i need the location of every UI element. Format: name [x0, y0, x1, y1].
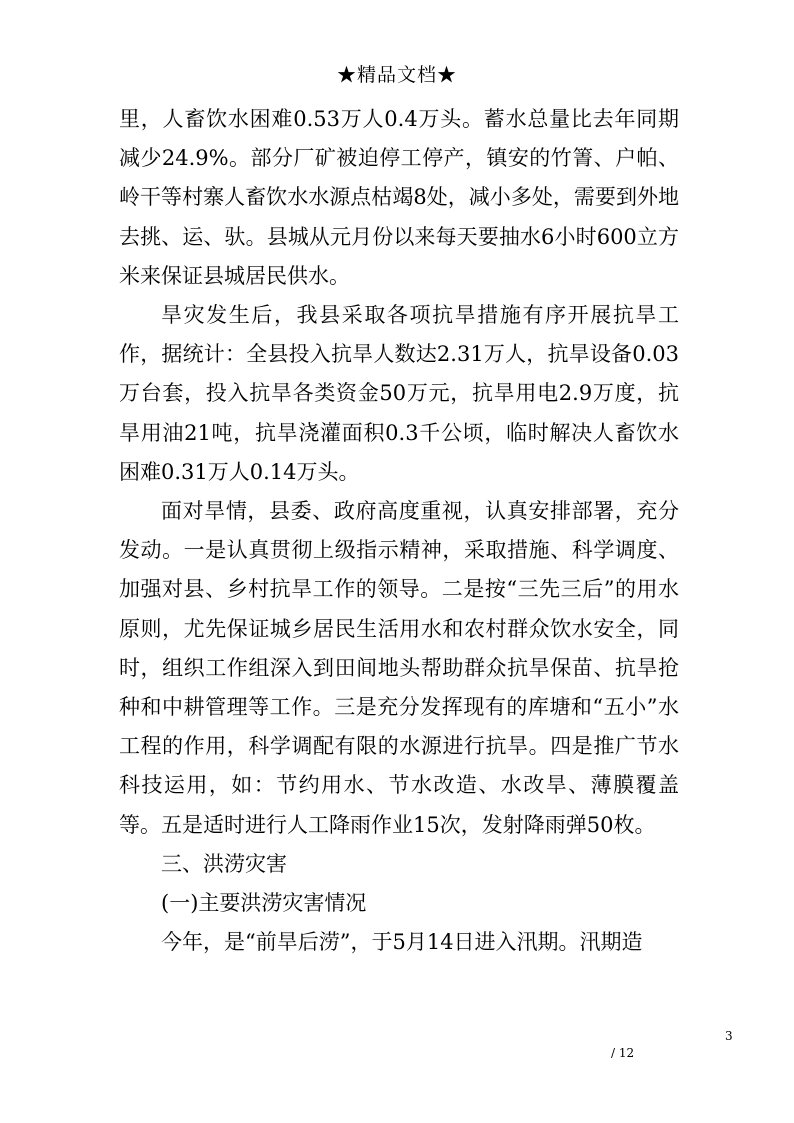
- document-header: ★精品文档★: [336, 64, 457, 86]
- paragraph-drought-measures: 旱灾发生后，我县采取各项抗旱措施有序开展抗旱工作，据统计：全县投入抗旱人数达2.31万人，抗旱设备0.03万台套，投入抗旱各类资金50万元，抗旱用电2.9万度，抗旱用油21吨，抗旱浇灌面积0.3千公顷，临时解决人畜饮水困难0.31万人0.14万头。: [119, 303, 679, 484]
- paragraph-flood-season: 今年，是“前旱后涝”，于5月14日进入汛期。汛期造: [161, 930, 643, 955]
- subsection-heading-flood-situation: (一)主要洪涝灾害情况: [161, 891, 367, 916]
- document-body: [119, 100, 679, 962]
- paragraph-government-response: 面对旱情，县委、政府高度重视，认真安排部署，充分发动。一是认真贯彻上级指示精神，采取措施、科学调度、加强对县、乡村抗旱工作的领导。二是按“三先三后”的用水原则，尤先保证城乡居民生活用水和农村群众饮水安全，同时，组织工作组深入到田间地头帮助群众抗旱保苗、抗旱抢种和中耕管理等工作。三是充分发挥现有的库塘和“五小”水工程的作用，科学调配有限的水源进行抗旱。四是推广节水科技运用，如：节约用水、节水改造、水改旱、薄膜覆盖等。五是适时进行人工降雨作业15次，发射降雨弹50枚。: [119, 499, 679, 837]
- page-number: 3: [725, 1029, 733, 1043]
- section-heading-flood: 三、洪涝灾害: [161, 851, 287, 876]
- page-total: / 12: [611, 1046, 635, 1060]
- paragraph-water-shortage: 里，人畜饮水困难0.53万人0.4万头。蓄水总量比去年同期减少24.9%。部分厂矿被迫停工停产，镇安的竹箐、户帕、岭干等村寨人畜饮水水源点枯竭8处，减小多处，需要到外地去挑、运、驮。县城从元月份以来每天要抽水6小时600立方米来保证县城居民供水。: [119, 107, 679, 288]
